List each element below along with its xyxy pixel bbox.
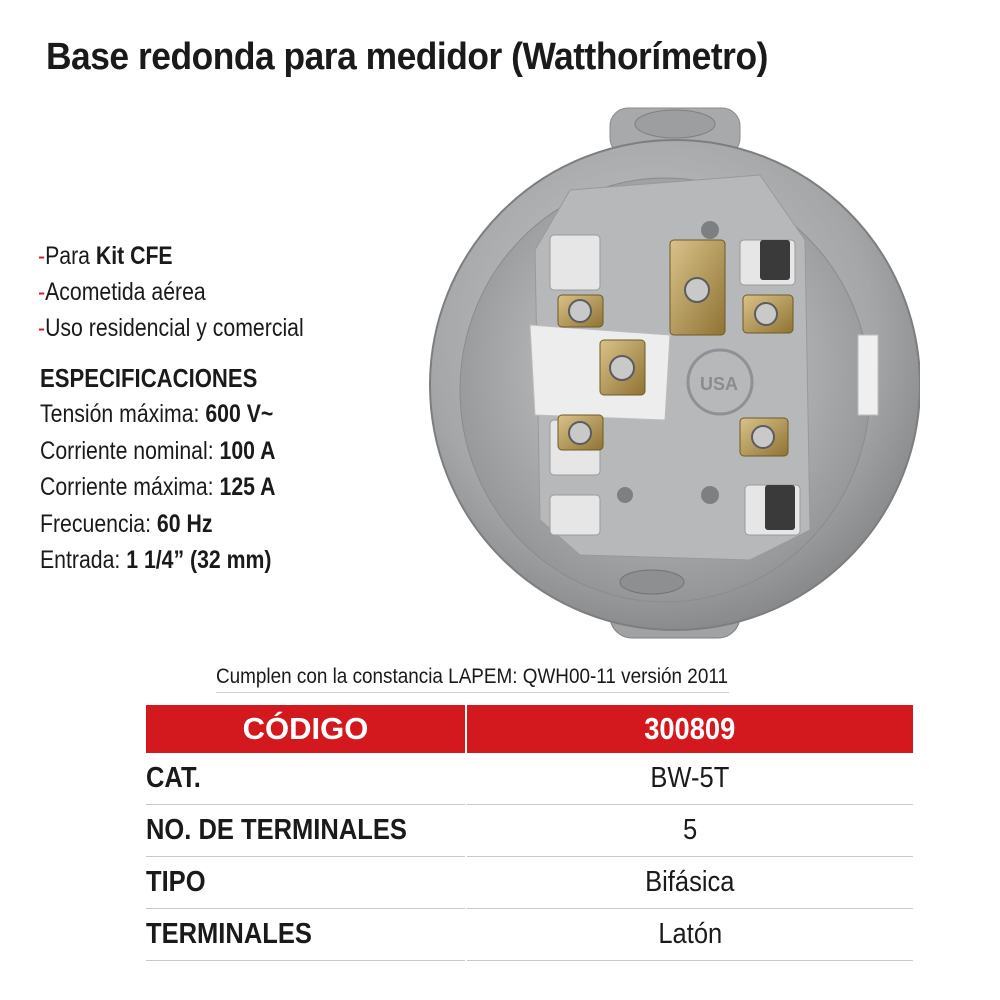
spec-row: Corriente máxima: 125 A bbox=[40, 473, 276, 501]
spec-row: Frecuencia: 60 Hz bbox=[40, 509, 213, 538]
product-table bbox=[146, 705, 913, 961]
table-row-label: TIPO bbox=[146, 857, 466, 909]
feature-item: -Uso residencial y comercial bbox=[38, 314, 304, 342]
specifications-heading: ESPECIFICACIONES bbox=[40, 363, 258, 393]
table-row-label: CAT. bbox=[146, 753, 466, 805]
feature-list bbox=[38, 238, 351, 346]
table-row bbox=[146, 909, 913, 961]
spec-row: Entrada: 1 1/4” (32 mm) bbox=[40, 546, 272, 574]
table-header-value: 300809 bbox=[466, 705, 913, 753]
table-row-value: Bifásica bbox=[466, 857, 913, 909]
table-header-label: CÓDIGO bbox=[146, 705, 466, 753]
page-title: Base redonda para medidor (Watthorímetro) bbox=[46, 36, 768, 78]
table-row bbox=[146, 805, 913, 857]
table-row-value: BW-5T bbox=[466, 753, 913, 805]
table-row-label: NO. DE TERMINALES bbox=[146, 805, 466, 857]
certification-note: Cumplen con la constancia LAPEM: QWH00-11 versión 2011 bbox=[216, 662, 729, 693]
svg-text:USA: USA bbox=[700, 374, 739, 394]
table-row bbox=[146, 753, 913, 805]
feature-item: -Para Kit CFE bbox=[38, 242, 173, 270]
spec-row: Corriente nominal: 100 A bbox=[40, 436, 276, 465]
meter-base-photo bbox=[420, 100, 920, 660]
table-row-value: Latón bbox=[466, 909, 913, 961]
table-row-label: TERMINALES bbox=[146, 909, 466, 961]
table-header-row bbox=[146, 705, 913, 753]
spec-row: Tensión máxima: 600 V~ bbox=[40, 400, 274, 428]
table-row bbox=[146, 857, 913, 909]
feature-item: -Acometida aérea bbox=[38, 278, 206, 306]
specifications bbox=[40, 360, 317, 579]
table-row-value: 5 bbox=[466, 805, 913, 857]
